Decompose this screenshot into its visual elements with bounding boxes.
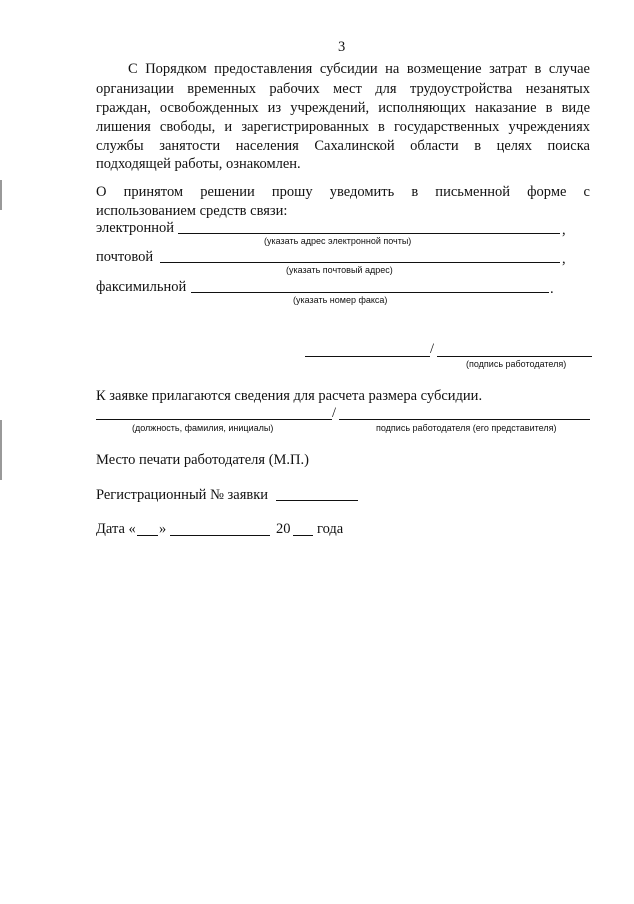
- date-day-line[interactable]: [137, 535, 158, 536]
- email-field-end: ,: [562, 222, 566, 238]
- date-month-line[interactable]: [170, 535, 270, 536]
- email-field-label: электронной: [96, 220, 175, 236]
- position-name-hint: (должность, фамилия, инициалы): [132, 423, 274, 433]
- date-year-line[interactable]: [293, 535, 313, 536]
- paragraph-line: С Порядком предоставления субсидии на возмещение затрат в случае: [128, 61, 590, 77]
- signature-line-right[interactable]: [437, 356, 592, 357]
- fax-field-end: .: [550, 281, 554, 297]
- attachment-text: К заявке прилагаются сведения для расчета размера субсидии.: [96, 388, 483, 404]
- scan-edge-mark: [0, 180, 2, 210]
- fax-field-line[interactable]: [191, 292, 549, 293]
- stamp-place-text: Место печати работодателя (М.П.): [96, 452, 309, 468]
- signature-separator: /: [430, 341, 435, 357]
- paragraph-line: граждан, освобожденных из учреждений, исполняющих наказание в виде: [96, 100, 590, 116]
- paragraph-line: лишения свободы, и зарегистрированных в государственных учреждениях: [96, 119, 590, 135]
- scan-edge-mark: [0, 420, 2, 480]
- paragraph-line: использованием средств связи:: [96, 203, 288, 219]
- postal-field-label: почтовой: [96, 249, 154, 265]
- paragraph-line: службы занятости населения Сахалинской области в целях поиска: [96, 138, 590, 154]
- fax-field-hint: (указать номер факса): [293, 295, 388, 305]
- date-year-suffix: года: [317, 521, 344, 537]
- postal-field-hint: (указать почтовый адрес): [286, 265, 393, 275]
- postal-field-line[interactable]: [160, 262, 560, 263]
- signature-line-left[interactable]: [305, 356, 430, 357]
- date-quote-close: »: [159, 521, 167, 537]
- registration-number-line[interactable]: [276, 500, 358, 501]
- signature-separator: /: [332, 405, 337, 421]
- fax-field-label: факсимильной: [96, 279, 187, 295]
- page-number: 3: [338, 39, 346, 55]
- postal-field-end: ,: [562, 251, 566, 267]
- email-field-hint: (указать адрес электронной почты): [264, 236, 412, 246]
- position-name-line[interactable]: [96, 419, 332, 420]
- representative-signature-hint: подпись работодателя (его представителя): [376, 423, 557, 433]
- paragraph-line: организации временных рабочих мест для трудоустройства незанятых: [96, 81, 590, 97]
- signature-hint: (подпись работодателя): [466, 359, 567, 369]
- date-year-prefix: 20: [276, 521, 291, 537]
- paragraph-line: О принятом решении прошу уведомить в письменной форме с: [96, 184, 590, 200]
- email-field-line[interactable]: [178, 233, 560, 234]
- date-label: Дата «: [96, 521, 136, 537]
- representative-signature-line[interactable]: [339, 419, 590, 420]
- paragraph-line: подходящей работы, ознакомлен.: [96, 156, 301, 172]
- registration-label: Регистрационный № заявки: [96, 487, 269, 503]
